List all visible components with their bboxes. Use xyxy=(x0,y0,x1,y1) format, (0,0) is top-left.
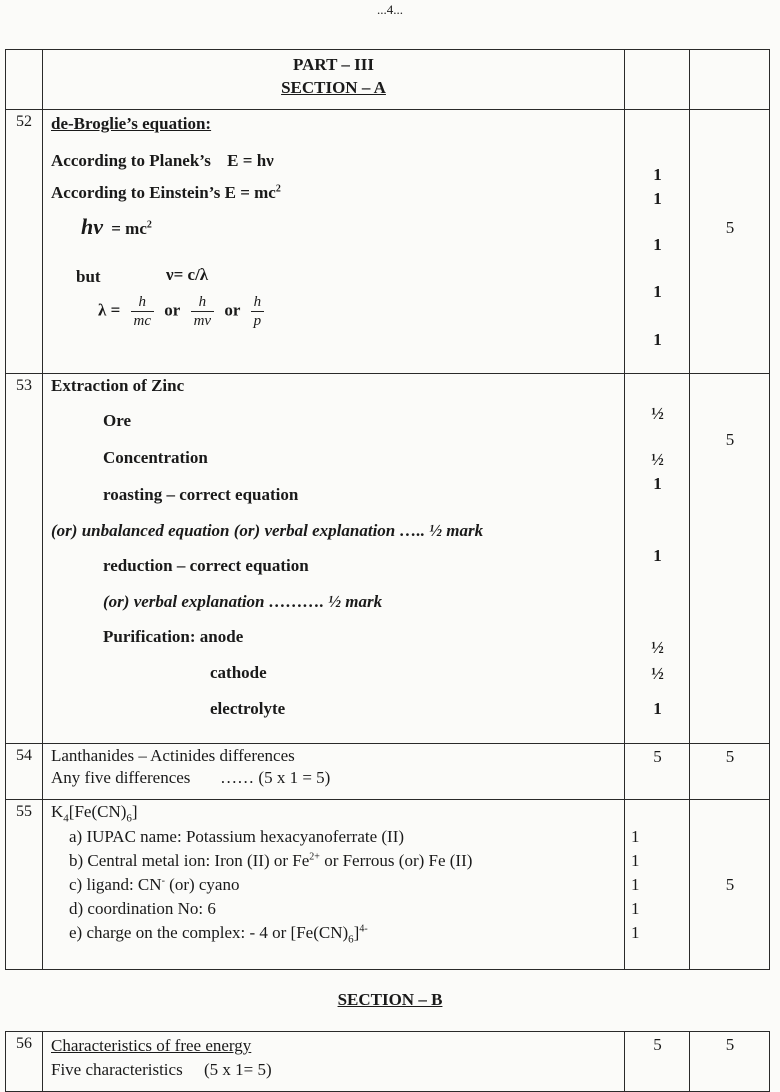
fraction-h-p: $\frac{h}{p}$ xyxy=(251,293,265,330)
question-line-1: Lanthanides – Actinides differences xyxy=(51,746,295,765)
mark: 1 xyxy=(631,923,640,942)
purification-cathode: cathode xyxy=(210,663,267,682)
question-title: Characteristics of free energy xyxy=(51,1036,252,1055)
frequency-equation: ν= c/λ xyxy=(166,265,209,284)
question-number: 56 xyxy=(6,1032,43,1092)
step-concentration: Concentration xyxy=(103,448,208,467)
mark: 1 xyxy=(631,851,640,870)
list-item: d) coordination No: 6 xyxy=(69,899,216,918)
question-number: 54 xyxy=(6,744,43,800)
total-mark: 5 xyxy=(725,218,735,237)
list-item: a) IUPAC name: Potassium hexacyanoferrate (II) xyxy=(69,827,405,846)
mark: 1 xyxy=(653,474,662,493)
total-mark: 5 xyxy=(725,875,735,894)
mark: 1 xyxy=(653,546,662,565)
total-mark: 5 xyxy=(725,430,735,449)
wavelength-equation: λ = $\frac{h}{mc}$ or $\frac{h}{mv}$ or $\frac{h}{p}$ xyxy=(98,293,270,330)
mark: 1 xyxy=(653,282,662,301)
fraction-h-mc: $\frac{h}{mc}$ xyxy=(131,293,155,330)
mark: 1 xyxy=(631,899,640,918)
mark: ½ xyxy=(651,404,664,423)
part-heading: PART – III xyxy=(293,55,374,74)
question-title: de-Broglie’s equation: xyxy=(51,114,212,133)
total-mark: 5 xyxy=(725,747,735,766)
mark: ½ xyxy=(651,450,664,469)
fraction-h-mv: $\frac{h}{mv}$ xyxy=(191,293,215,330)
step-ore: Ore xyxy=(103,411,132,430)
list-item: b) Central metal ion: Iron (II) or $Fe^{2+}$ or Ferrous (or) Fe (II) xyxy=(69,851,473,870)
mark: 1 xyxy=(653,165,662,184)
step-reduction: reduction – correct equation xyxy=(103,556,309,575)
page-number: ...4... xyxy=(377,2,403,17)
header-row xyxy=(6,50,770,110)
total-mark: 5 xyxy=(725,1035,735,1054)
mark: 1 xyxy=(631,827,640,846)
einstein-line: According to Einstein’s $E = mc^2$ xyxy=(51,183,281,202)
equality-line: $h\nu = mc^2$ xyxy=(81,214,152,239)
planck-line: According to Planek’s E = hν xyxy=(51,151,274,170)
section-b-table xyxy=(5,1031,770,1092)
mark: 1 xyxy=(653,235,662,254)
question-row-56 xyxy=(6,1032,770,1092)
question-title: Extraction of Zinc xyxy=(51,376,185,395)
question-number: 55 xyxy=(6,800,43,970)
but-label: but xyxy=(76,267,101,286)
roasting-note: (or) unbalanced equation (or) verbal explanation ….. ½ mark xyxy=(51,521,484,540)
section-a-heading: SECTION – A xyxy=(281,78,386,97)
mark: ½ xyxy=(651,638,664,657)
question-number: 53 xyxy=(6,374,43,744)
mark: 5 xyxy=(653,747,662,766)
complex-formula: $K_4[Fe(CN)_6]$ xyxy=(51,802,138,825)
purification-electrolyte: electrolyte xyxy=(210,699,286,718)
question-number: 52 xyxy=(6,110,43,374)
mark: 1 xyxy=(653,330,662,349)
question-row-52 xyxy=(6,110,770,374)
mark: 5 xyxy=(653,1035,662,1054)
question-line-2: Any five differences …… (5 x 1 = 5) xyxy=(51,768,331,787)
reduction-note: (or) verbal explanation ………. ½ mark xyxy=(103,592,383,611)
step-roasting: roasting – correct equation xyxy=(103,485,299,504)
list-item: e) charge on the complex: - 4 or $[Fe(CN)_6]^{4-}$ xyxy=(69,923,368,946)
mark: 1 xyxy=(653,189,662,208)
question-row-55 xyxy=(6,800,770,970)
question-row-53 xyxy=(6,374,770,744)
mark: 1 xyxy=(631,875,640,894)
step-purification: Purification: anode xyxy=(103,627,244,646)
section-a-table xyxy=(5,49,770,970)
question-row-54 xyxy=(6,744,770,800)
question-line-2: Five characteristics (5 x 1= 5) xyxy=(51,1060,272,1079)
section-b-heading: SECTION – B xyxy=(337,990,443,1009)
mark: 1 xyxy=(653,699,662,718)
mark: ½ xyxy=(651,664,664,683)
list-item: c) ligand: CN- (or) cyano xyxy=(69,875,240,894)
